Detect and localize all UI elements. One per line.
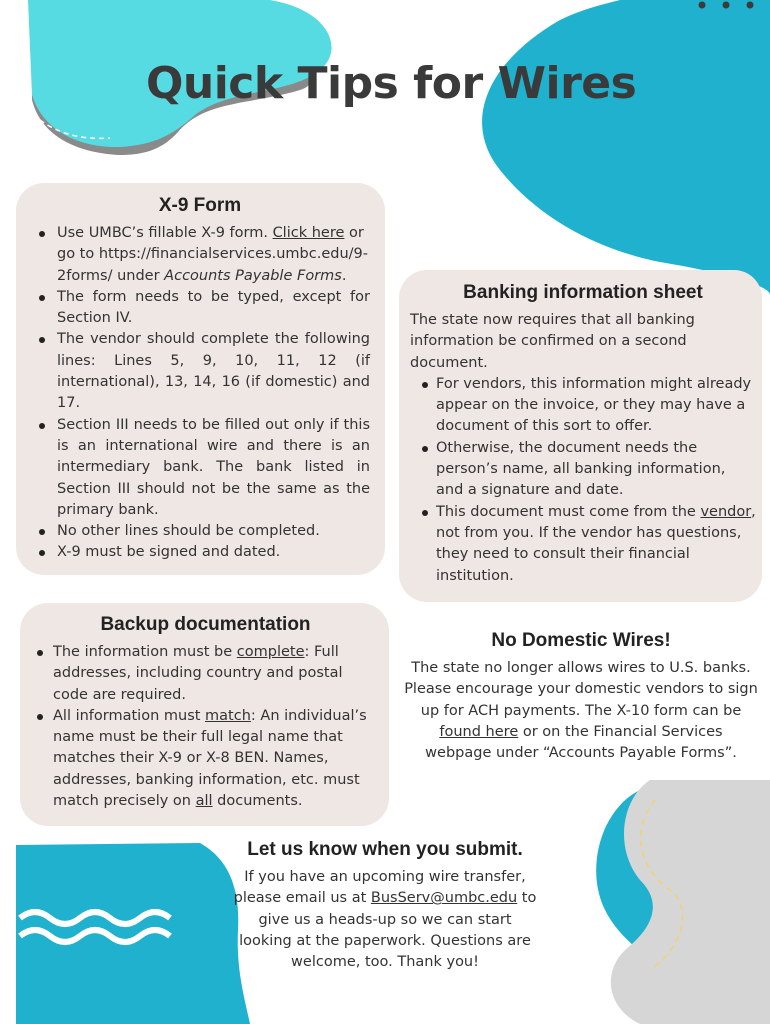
no-domestic-wires-section bbox=[404, 630, 758, 764]
list-item: No other lines should be completed. bbox=[30, 521, 370, 542]
page-title: Quick Tips for Wires bbox=[146, 58, 637, 109]
list-item: For vendors, this information might already appear on the invoice, or they may have a document of this sort to offer. bbox=[410, 374, 756, 438]
bank-list bbox=[410, 374, 756, 587]
bank-intro: The state now requires that all banking information be confirmed on a second document. bbox=[410, 312, 695, 371]
email-link[interactable]: BusServ@umbc.edu bbox=[370, 890, 518, 907]
list-item: X-9 must be signed and dated. bbox=[30, 542, 370, 563]
x9-list bbox=[30, 223, 370, 564]
click-here-link[interactable]: Click here bbox=[272, 225, 345, 241]
banking-info-card bbox=[399, 270, 762, 602]
list-item: Use UMBC’s fillable X-9 form. Click here or go to https://financialservices.umbc.edu/9-2forms/ under Accounts Payable Forms. bbox=[30, 223, 370, 287]
backup-heading: Backup documentation bbox=[100, 614, 311, 635]
domestic-heading: No Domestic Wires! bbox=[491, 630, 671, 651]
submit-text: If you have an upcoming wire transfer, please email us at BusServ@umbc.edu to give us a heads-up so we can start looking at the paperwork. Questions are welcome, too. Thank you! bbox=[233, 869, 537, 971]
dot bbox=[747, 2, 754, 9]
teal-blob-top-right bbox=[482, 0, 770, 295]
list-item: The information must be complete: Full addresses, including country and postal code are required. bbox=[34, 642, 377, 706]
list-item: This document must come from the vendor, not from you. If the vendor has questions, they need to consult their financial institution. bbox=[410, 502, 756, 587]
dot bbox=[723, 2, 730, 9]
bank-heading: Banking information sheet bbox=[463, 282, 703, 303]
backup-list bbox=[34, 642, 377, 812]
list-item: Section III needs to be filled out only if this is an international wire and there is an intermediary bank. The bank listed in Section III should not be the same as the primary bank. bbox=[30, 415, 370, 521]
list-item: Otherwise, the document needs the person’s name, all banking information, and a signature and date. bbox=[410, 438, 756, 502]
list-item: All information must match: An individual’s name must be their full legal name that matches their X-9 or X-8 BEN. Names, addresses, banking information, etc. must match precisely on all documents. bbox=[34, 706, 377, 812]
found-here-link[interactable]: found here bbox=[439, 723, 519, 740]
list-item: The form needs to be typed, except for Section IV. bbox=[30, 287, 370, 330]
list-item: The vendor should complete the following lines: Lines 5, 9, 10, 11, 12 (if international), 13, 14, 16 (if domestic) and 17. bbox=[30, 329, 370, 414]
backup-documentation-card bbox=[20, 603, 389, 826]
x9-heading: X-9 Form bbox=[158, 195, 242, 216]
domestic-text: The state no longer allows wires to U.S. banks. Please encourage your domestic vendors to sign up for ACH payments. The X-10 form can be found here or on the Financial Services webpage under “Accounts Payable Forms”. bbox=[404, 660, 758, 762]
dot bbox=[699, 2, 706, 9]
submit-heading: Let us know when you submit. bbox=[247, 839, 523, 860]
let-us-know-section bbox=[232, 839, 538, 973]
x9-form-card bbox=[16, 183, 385, 575]
